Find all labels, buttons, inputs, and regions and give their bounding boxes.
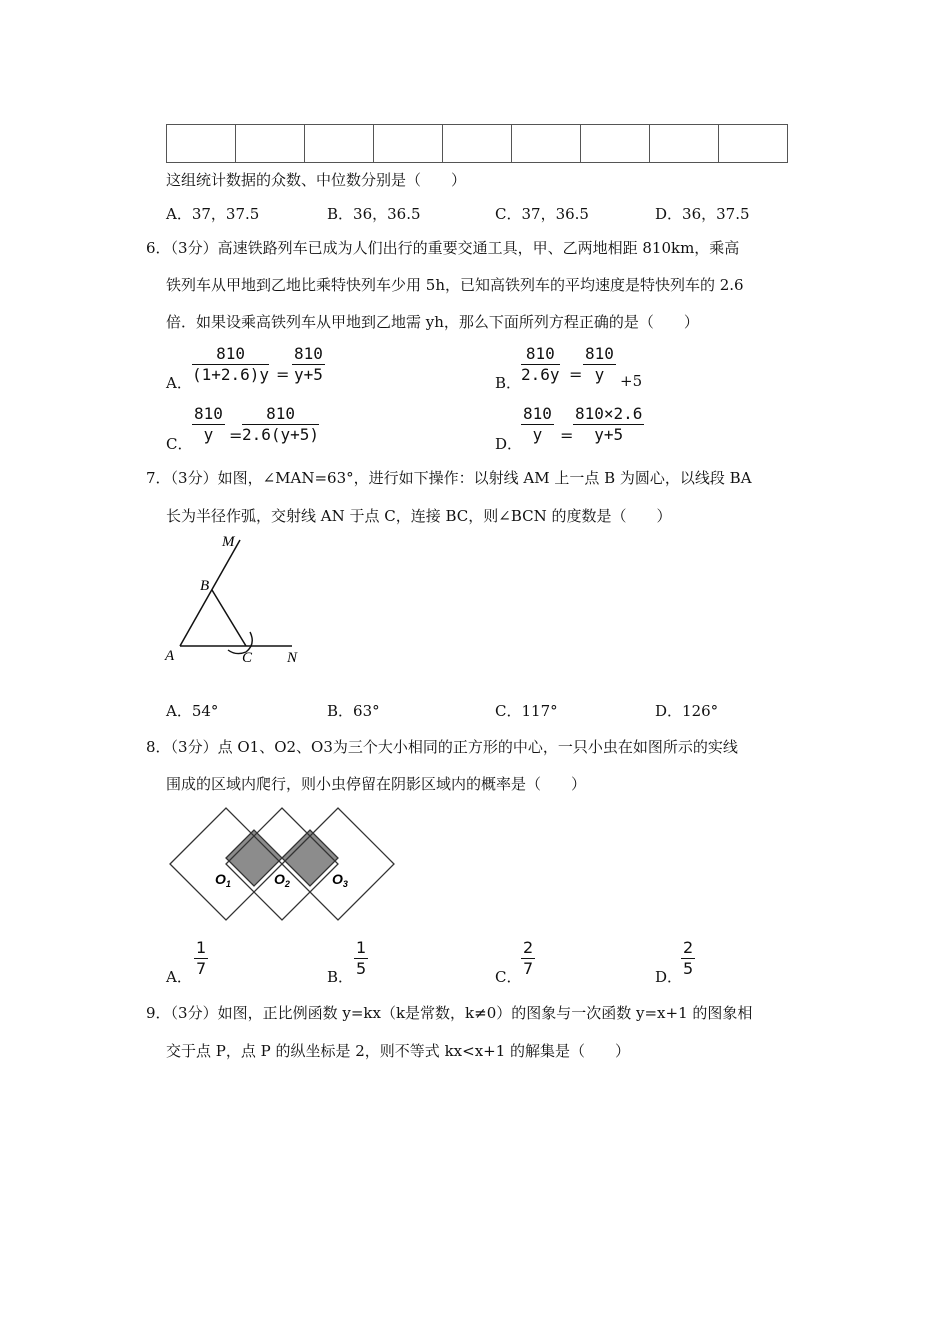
numerator: 810: [585, 344, 614, 363]
label-m: M: [222, 534, 235, 550]
fraction: [521, 938, 535, 979]
numerator: 810: [192, 344, 269, 365]
q5-option-d: D．36，37.5: [655, 205, 750, 223]
label-c: C: [242, 650, 253, 666]
fraction: [521, 404, 554, 445]
label-n: N: [287, 650, 298, 666]
numerator: 810: [294, 344, 323, 363]
table-cell: [305, 125, 374, 163]
denominator: (1+2.6)y: [192, 365, 270, 384]
numerator: 2: [683, 938, 694, 957]
option-label: B．: [327, 968, 354, 986]
denominator: 5: [683, 959, 694, 978]
fraction: [573, 404, 644, 445]
table-cell: [236, 125, 305, 163]
q7-option-c: C．117°: [495, 702, 558, 720]
q8-squares-figure: [168, 806, 400, 926]
q5-option-a: A．37，37.5: [166, 205, 260, 223]
table-cell: [374, 125, 443, 163]
equals-sign: =: [560, 426, 574, 445]
q5-option-b: B．36，36.5: [327, 205, 421, 223]
denominator: 5: [356, 959, 367, 978]
table-cell: [512, 125, 581, 163]
option-label: B．: [495, 374, 522, 392]
numerator: 810: [242, 404, 319, 425]
data-table: [166, 124, 788, 163]
q7-option-d: D．126°: [655, 702, 719, 720]
option-label: C．: [166, 435, 193, 453]
option-label: A．: [166, 968, 192, 986]
label-o3: $O_3$: [332, 871, 348, 889]
denominator: 7: [196, 959, 207, 978]
q7-triangle-figure: [160, 532, 310, 672]
denominator: y: [532, 425, 543, 444]
label-b: B: [200, 578, 210, 594]
fraction: [192, 344, 269, 385]
denominator: y: [594, 365, 605, 384]
q5-question: 这组统计数据的众数、中位数分别是（ ）: [166, 171, 467, 189]
fraction: [242, 404, 319, 445]
fraction: [681, 938, 695, 979]
q8-line-1: 8．（3分）点 O1、O2、O3为三个大小相同的正方形的中心，一只小虫在如图所示的实线: [146, 738, 738, 756]
numerator: 1: [356, 938, 367, 957]
equals-sign: =: [276, 365, 290, 384]
fraction: [194, 938, 208, 979]
denominator: 2.6y: [521, 365, 560, 384]
fraction: [192, 404, 225, 445]
q6-line-3: 倍．如果设乘高铁列车从甲地到乙地需 yh，那么下面所列方程正确的是（ ）: [166, 313, 699, 331]
option-label: C．: [495, 968, 522, 986]
table-cell: [650, 125, 719, 163]
fraction: [354, 938, 368, 979]
denominator: y+5: [294, 365, 323, 384]
q6-line-1: 6．（3分）高速铁路列车已成为人们出行的重要交通工具，甲、乙两地相距 810km，乘高: [146, 239, 740, 257]
label-o2: $O_2$: [274, 871, 290, 889]
denominator: y: [203, 425, 214, 444]
q7-option-a: A．54°: [166, 702, 219, 720]
q7-line-1: 7．（3分）如图，∠MAN=63°，进行如下操作：以射线 AM 上一点 B 为圆心，以线段 BA: [146, 469, 752, 487]
numerator: 1: [196, 938, 207, 957]
q9-line-2: 交于点 P，点 P 的纵坐标是 2，则不等式 kx<x+1 的解集是（ ）: [166, 1042, 631, 1060]
table-cell: [581, 125, 650, 163]
denominator: y+5: [594, 425, 624, 444]
numerator: 810×2.6: [575, 404, 643, 423]
numerator: 2: [523, 938, 534, 957]
plus-five: +5: [620, 372, 643, 390]
q7-option-b: B．63°: [327, 702, 380, 720]
option-label: D．: [655, 968, 683, 986]
numerator: 810: [194, 404, 223, 423]
q8-line-2: 围成的区域内爬行，则小虫停留在阴影区域内的概率是（ ）: [166, 775, 587, 793]
denominator: 2.6(y+5): [242, 425, 320, 444]
label-a: A: [165, 648, 175, 664]
table-cell: [719, 125, 788, 163]
q7-line-2: 长为半径作弧，交射线 AN 于点 C，连接 BC，则∠BCN 的度数是（ ）: [166, 507, 672, 525]
denominator: 7: [523, 959, 534, 978]
option-label: D．: [495, 435, 523, 453]
q9-line-1: 9．（3分）如图，正比例函数 y=kx（k是常数，k≠0）的图象与一次函数 y=x+1 的图象相: [146, 1004, 753, 1022]
option-label: A．: [166, 374, 192, 392]
equals-sign: =: [229, 426, 243, 445]
table-cell: [167, 125, 236, 163]
label-o1: $O_1$: [215, 871, 231, 889]
q6-line-2: 铁列车从甲地到乙地比乘特快列车少用 5h，已知高铁列车的平均速度是特快列车的 2.6: [166, 276, 744, 294]
table-row: [167, 125, 788, 163]
fraction: [583, 344, 616, 385]
table-cell: [443, 125, 512, 163]
q5-option-c: C．37，36.5: [495, 205, 589, 223]
numerator: 810: [521, 344, 560, 365]
equals-sign: =: [569, 365, 583, 384]
numerator: 810: [523, 404, 552, 423]
fraction: [521, 344, 560, 385]
fraction: [292, 344, 325, 385]
